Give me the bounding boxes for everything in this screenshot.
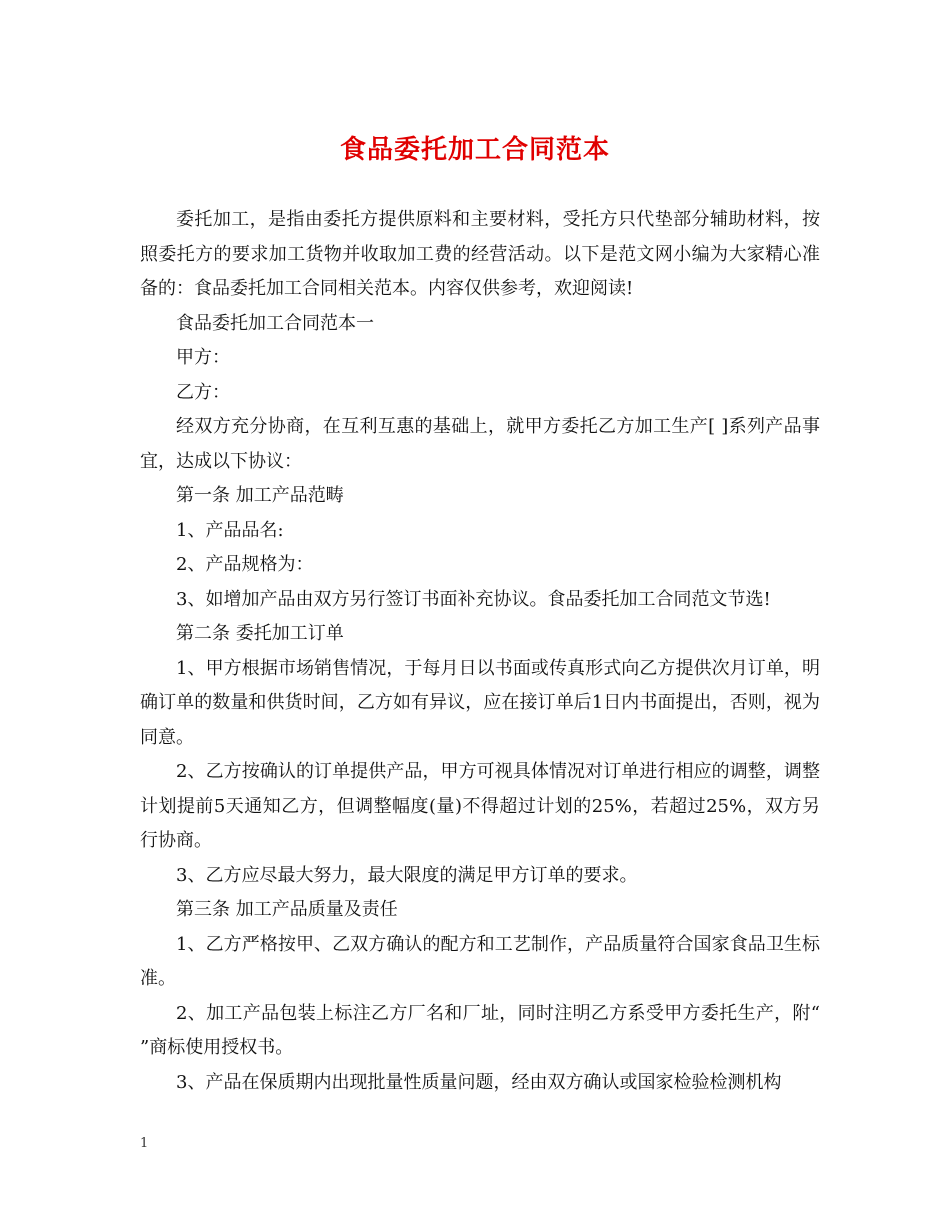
party-a-line: 甲方： <box>176 347 230 368</box>
article-heading-1: 第一条 加工产品范畴 <box>176 485 344 506</box>
document-title: 食品委托加工合同范本 <box>339 135 610 165</box>
party-b-line: 乙方： <box>176 381 230 403</box>
article-1-item-3: 3、如增加产品由双方另行签订书面补充协议。食品委托加工合同范文节选! <box>176 588 771 610</box>
paragraph-intro: 委托加工，是指由委托方提供原料和主要材料，受托方只代垫部分辅助材料，按照委托方的要求加工货物并收取加工费的经营活动。以下是范文网小编为大家精心准备的：食品委托加工合同相关范本。内容仅供参考，欢迎阅读! <box>140 209 820 299</box>
article-3-item-3: 3、产品在保质期内出现批量性质量问题，经由双方确认或国家检验检测机构 <box>176 1071 782 1093</box>
paragraph-agreement: 经双方充分协商，在互利互惠的基础上，就甲方委托乙方加工生产[ ]系列产品事宜，达成以下协议： <box>140 416 820 472</box>
section-heading-sample-one: 食品委托加工合同范本一 <box>176 312 374 334</box>
article-2-item-3: 3、乙方应尽最大努力，最大限度的满足甲方订单的要求。 <box>176 864 638 886</box>
document-body <box>140 203 820 1100</box>
article-2-item-1: 1、甲方根据市场销售情况，于每月日以书面或传真形式向乙方提供次月订单，明确订单的数量和供货时间，乙方如有异议，应在接订单后1日内书面提出，否则，视为同意。 <box>140 657 820 748</box>
article-2-item-2: 2、乙方按确认的订单提供产品，甲方可视具体情况对订单进行相应的调整，调整计划提前5天通知乙方，但调整幅度(量)不得超过计划的25%，若超过25%，双方另行协商。 <box>140 761 820 851</box>
article-3-item-2: 2、加工产品包装上标注乙方厂名和厂址，同时注明乙方系受甲方委托生产，附“ ”商标使用授权书。 <box>140 1002 820 1058</box>
page-number: 1 <box>140 1136 149 1151</box>
article-3-item-1: 1、乙方严格按甲、乙双方确认的配方和工艺制作，产品质量符合国家食品卫生标准。 <box>140 933 820 989</box>
article-heading-3: 第三条 加工产品质量及责任 <box>176 899 398 920</box>
article-1-item-2: 2、产品规格为： <box>176 554 314 575</box>
article-1-item-1: 1、产品品名: <box>176 519 284 541</box>
article-heading-2: 第二条 委托加工订单 <box>176 623 344 644</box>
